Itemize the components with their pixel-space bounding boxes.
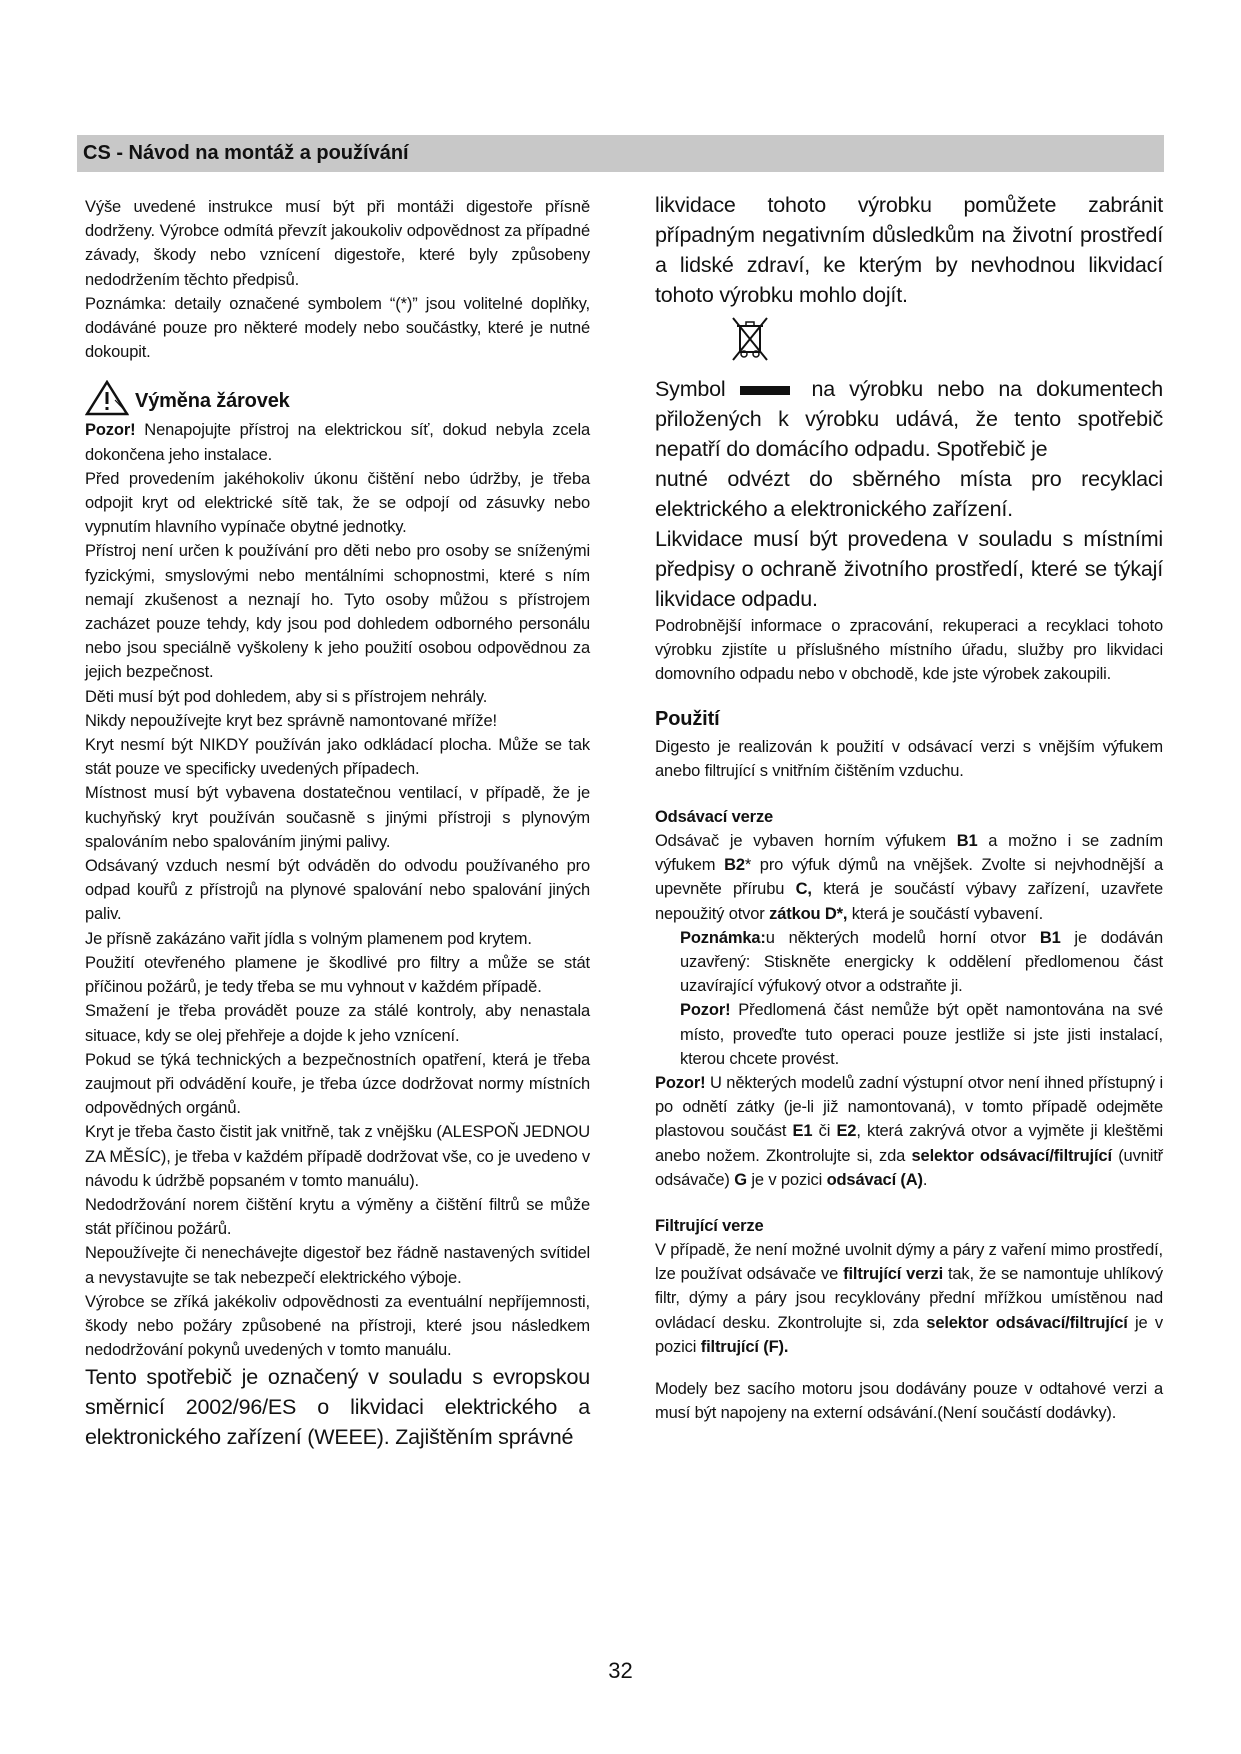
text: a možno i se zadním výfukem bbox=[655, 832, 1163, 875]
symbol-text: na výrobku nebo na dokumentech přiložených k výrobku udává, že tento spotřebič nepatří do domácího odpadu. Spotřebič je bbox=[655, 377, 1163, 461]
text: tak, že se namontuje uhlíkový filtr, dýmy a páry jsou recyklovány přední mřížkou umístěnou nad ovládací desku. Zkontrolujte si, zda bbox=[655, 1265, 1163, 1332]
text: která je součástí vybavení. bbox=[847, 904, 1044, 923]
ref-g: G bbox=[734, 1170, 747, 1189]
intro-paragraph: Výše uvedené instrukce musí být při montáži digestoře přísně dodrženy. Výrobce odmítá převzít jakoukoliv odpovědnost za případné závady, škody nebo vznícení digestoře, které byly způsobeny nedodržením těchto předpisů. bbox=[85, 198, 590, 289]
paragraph: Nikdy nepoužívejte kryt bez správně namontované mříže! bbox=[85, 711, 497, 730]
paragraph: Je přísně zakázáno vařit jídla s volným plamenem pod krytem. bbox=[85, 929, 532, 948]
ref-c: C, bbox=[795, 880, 812, 899]
paragraph: Místnost musí být vybavena dostatečnou ventilací, v případě, že je kuchyňský kryt používán současně s jinými přístroji s plynovým spalováním nebo spalováním jinými palivy. bbox=[85, 784, 590, 851]
right-column bbox=[655, 190, 1163, 1425]
paragraph: Nedodržování norem čištění krytu a výměny a čištění filtrů se může stát příčinou požárů. bbox=[85, 1195, 590, 1239]
ref-d: zátkou D*, bbox=[769, 904, 848, 923]
symbol-paragraph bbox=[655, 374, 1163, 464]
ref-a: odsávací (A) bbox=[826, 1170, 923, 1189]
paragraph: Děti musí být pod dohledem, aby si s přístrojem nehrály. bbox=[85, 687, 488, 706]
text: U některých modelů zadní výstupní otvor není ihned přístupný i po odnětí zátky (je-li již namontovaná), v tomto případě odejměte plastovou součást bbox=[655, 1074, 1163, 1141]
models-paragraph: Modely bez sacího motoru jsou dodávány pouze v odtahové verzi a musí být napojeny na externí odsávání.(Není součástí dodávky). bbox=[655, 1380, 1163, 1423]
ref-e1: E1 bbox=[792, 1122, 813, 1141]
note-paragraph: Poznámka: detaily označené symbolem “(*)” jsou volitelné doplňky, dodáváné pouze pro některé modely nebo součástky, které je nutné dokoupit. bbox=[85, 294, 590, 362]
weee-symbol bbox=[655, 314, 1163, 372]
filter-paragraph bbox=[655, 1238, 1163, 1359]
paragraph: Podrobnější informace o zpracování, rekuperaci a recyklaci tohoto výrobku zjistíte u příslušného místního úřadu, služby pro likvidaci domovního odpadu nebo v obchodě, kde jste výrobek zakoupili. bbox=[655, 617, 1163, 684]
paragraph: Odsávaný vzduch nesmí být odváděn do odvodu používaného pro odpad kouřů z přístrojů na plynové spalování nebo spalování jiných paliv. bbox=[85, 857, 590, 924]
ref-e2: E2 bbox=[836, 1122, 857, 1141]
warning-paragraph bbox=[85, 418, 590, 466]
warning-paragraph bbox=[655, 1071, 1163, 1192]
selector-ref: selektor odsávací/filtrující bbox=[926, 1313, 1128, 1332]
weee-paragraph: Tento spotřebič je označený v souladu s evropskou směrnicí 2002/96/ES o likvidaci elektrického a elektronického zařízení (WEEE). Zajištěním správné bbox=[85, 1365, 590, 1450]
paragraph: Před provedením jakéhokoliv úkonu čištění nebo údržby, je třeba odpojit kryt od elektrické sítě tak, že se odpojí od zásuvky nebo vypnutím hlavního vypínače obytné jednotky. bbox=[85, 469, 590, 537]
black-bar-icon bbox=[740, 386, 790, 395]
crossed-bin-icon bbox=[730, 314, 770, 368]
text: Předlomená část nemůže být opět namontována na své místo, proveďte tuto operaci pouze jestliže si jste jisti instalací, kterou chcete provést. bbox=[680, 1001, 1163, 1068]
text: u některých modelů horní otvor bbox=[765, 928, 1040, 947]
paragraph: Digesto je realizován k použití v odsávací verzi s vnějším výfukem anebo filtrující s vnitřním čištěním vzduchu. bbox=[655, 737, 1163, 780]
text: či bbox=[812, 1122, 837, 1141]
use-heading: Použití bbox=[655, 707, 720, 730]
paragraph: Pokud se týká technických a bezpečnostních opatření, která je třeba zaujmout při odvádění kouře, je třeba úzce dodržovat normy místních odpovědných orgánů. bbox=[85, 1050, 590, 1118]
text: * pro výfuk dýmů na vnějšek. Zvolte si nejvhodnější a upevněte přírubu bbox=[655, 856, 1163, 899]
warning-label: Pozor! bbox=[680, 1001, 731, 1020]
warning-label: Pozor! bbox=[85, 421, 136, 440]
note-label: Poznámka: bbox=[680, 928, 766, 947]
filter-version-heading: Filtrující verze bbox=[655, 1217, 764, 1236]
paragraph: Výrobce se zříká jakékoliv odpovědnosti za eventuální nepříjemnosti, škody nebo požáry způsobené na přístroji, které jsou následkem nedodržování pokynů uvedených v tomto manuálu. bbox=[85, 1292, 590, 1360]
ref-f: filtrující (F). bbox=[700, 1337, 789, 1356]
heading-text: Výměna žárovek bbox=[135, 390, 290, 413]
text: je dodáván uzavřený: Stiskněte energicky k oddělení předlomenou část uzavírající výfukový otvor a odstraňte ji. bbox=[680, 928, 1164, 996]
paragraph: Kryt je třeba často čistit jak vnitřně, tak z vnějšku (ALESPOŇ JEDNOU ZA MĚSÍC), je třeba v každém případě dodržovat vše, co je uvedeno v návodu k údržbě popsaném v tomto manuálu). bbox=[85, 1123, 590, 1190]
warning-label: Pozor! bbox=[655, 1074, 706, 1093]
paragraph: Použití otevřeného plamene je škodlivé pro filtry a může se stát příčinou požárů, je tedy třeba se mu vyhnout v každém případě. bbox=[85, 953, 590, 997]
text: je v pozici bbox=[746, 1170, 827, 1189]
text: která je součástí výbavy zařízení, uzavřete nepoužitý otvor bbox=[655, 880, 1163, 923]
ref-b1: B1 bbox=[1039, 928, 1061, 947]
text: Odsávač je vybaven horním výfukem bbox=[655, 832, 957, 851]
page-number: 32 bbox=[608, 1658, 633, 1683]
warning-icon bbox=[85, 380, 129, 416]
paragraph: nutné odvézt do sběrného místa pro recyklaci elektrického a elektronického zařízení. bbox=[655, 467, 1163, 521]
text: , která zakrývá otvor a vyjměte ji kleštěmi anebo nožem. Zkontrolujte si, zda bbox=[655, 1122, 1164, 1165]
note-paragraph bbox=[655, 926, 1163, 999]
ref-b1: B1 bbox=[956, 832, 978, 851]
bulb-replacement-heading bbox=[85, 386, 590, 416]
paragraph: Smažení je třeba provádět pouze za stálé kontroly, aby nenastala situace, kdy se olej přehřeje a dojde k jeho vznícení. bbox=[85, 1002, 590, 1045]
text: (uvnitř odsávače) bbox=[655, 1146, 1163, 1189]
selector-ref: selektor odsávací/filtrující bbox=[911, 1146, 1112, 1165]
text: V případě, že není možné uvolnit dýmy a páry z vaření mimo prostředí, lze používat odsávače ve bbox=[655, 1241, 1163, 1284]
ref-b2: B2 bbox=[724, 856, 745, 875]
paragraph: Kryt nesmí být NIKDY používán jako odkládací plocha. Může se tak stát pouze ve specificky uvedených případech. bbox=[85, 736, 590, 779]
symbol-word: Symbol bbox=[655, 377, 726, 401]
exhaust-version-heading: Odsávací verze bbox=[655, 808, 774, 827]
warning-text: Nenapojujte přístroj na elektrickou síť, dokud nebyla zcela dokončena jeho instalace. bbox=[85, 421, 590, 464]
filter-ref: filtrující verzi bbox=[843, 1265, 944, 1284]
paragraph: Přístroj není určen k používání pro děti nebo pro osoby se sníženými fyzickými, smyslovými nebo mentálními schopnostmi, které s ním nemají zkušenost a neznají ho. Tyto osoby můžou s přístrojem zacházet pouze tehdy, kdy jsou pod dohledem odborného personálu nebo jsou speciálně vyškoleny k jeho použití osobou odpovědnou za jejich bezpečnost. bbox=[85, 542, 590, 682]
left-column bbox=[85, 195, 590, 1452]
text: je v pozici bbox=[655, 1313, 1163, 1356]
section-title: CS - Návod na montáž a používání bbox=[83, 142, 409, 164]
text: . bbox=[922, 1170, 928, 1189]
paragraph: Nepoužívejte či nenechávejte digestoř bez řádně nastavených svítidel a nevystavujte se tak nebezpečí elektrického výboje. bbox=[85, 1244, 590, 1287]
paragraph: likvidace tohoto výrobku pomůžete zabránit případným negativním důsledkům na životní prostředí a lidské zdraví, ke kterým by nevhodnou likvidací tohoto výrobku mohlo dojít. bbox=[655, 193, 1163, 307]
warning-paragraph bbox=[655, 998, 1163, 1071]
exhaust-paragraph bbox=[655, 829, 1163, 926]
paragraph: Likvidace musí být provedena v souladu s místními předpisy o ochraně životního prostředí, které se týkají likvidace odpadu. bbox=[655, 527, 1163, 611]
section-header bbox=[77, 135, 1164, 172]
